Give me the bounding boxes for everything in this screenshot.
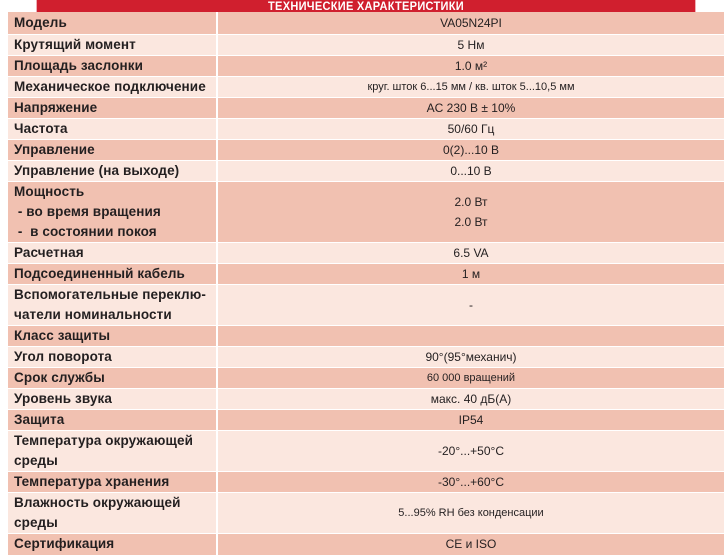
param-label: Мощность - во время вращения - в состоянии покоя [8,181,217,242]
param-value: IP54 [217,409,724,430]
table-row [8,346,724,367]
param-value: 90°(95°механич) [217,346,724,367]
param-value: AC 230 В ± 10% [217,97,724,118]
param-label: Управление (на выходе) [8,160,217,181]
table-row [8,97,724,118]
param-label: Угол поворота [8,346,217,367]
param-label: Класс защиты [8,325,217,346]
param-value: круг. шток 6...15 мм / кв. шток 5...10,5 мм [217,76,724,97]
table-row [8,55,724,76]
param-label: Расчетная [8,242,217,263]
table-row [8,160,724,181]
param-label: Сертификация [8,533,217,555]
param-label: Частота [8,118,217,139]
param-value: CE и ISO [217,533,724,555]
param-label: Напряжение [8,97,217,118]
param-label: Крутящий момент [8,34,217,55]
table-row [8,533,724,555]
table-row [8,388,724,409]
table-row [8,181,724,242]
param-value: 6.5 VA [217,242,724,263]
param-value: -20°...+50°С [217,430,724,471]
param-value: 50/60 Гц [217,118,724,139]
param-label: Защита [8,409,217,430]
param-label: Влажность окружающей среды [8,492,217,533]
table-row [8,471,724,492]
param-label: Температура хранения [8,471,217,492]
table-row [8,242,724,263]
table-row [8,12,724,34]
param-value: 5...95% RH без конденсации [217,492,724,533]
table-row [8,76,724,97]
table-title: ТЕХНИЧЕСКИЕ ХАРАКТЕРИСТИКИ [37,0,696,12]
param-value: 0(2)...10 В [217,139,724,160]
param-value [217,325,724,346]
param-value: 0...10 В [217,160,724,181]
param-value: -30°...+60°С [217,471,724,492]
table-row [8,284,724,325]
param-label: Механическое подключение [8,76,217,97]
param-value: 5 Нм [217,34,724,55]
param-label: Модель [8,12,217,34]
spec-table-body [8,12,724,555]
param-label: Срок службы [8,367,217,388]
table-row [8,34,724,55]
param-label: Управление [8,139,217,160]
param-value: 2.0 Вт 2.0 Вт [217,181,724,242]
param-value: 1 м [217,263,724,284]
param-value: 60 000 вращений [217,367,724,388]
table-row [8,430,724,471]
param-label: Уровень звука [8,388,217,409]
param-label: Вспомогательные переклю- чатели номинальности [8,284,217,325]
table-row [8,325,724,346]
table-row [8,367,724,388]
spec-sheet [8,0,724,551]
table-row [8,118,724,139]
table-row [8,492,724,533]
table-row [8,409,724,430]
param-value: макс. 40 дБ(А) [217,388,724,409]
param-value: VA05N24PI [217,12,724,34]
param-label: Подсоединенный кабель [8,263,217,284]
table-row [8,139,724,160]
param-value: 1.0 м² [217,55,724,76]
param-label: Температура окружающей среды [8,430,217,471]
param-value: - [217,284,724,325]
spec-table [8,12,724,556]
param-label: Площадь заслонки [8,55,217,76]
table-row [8,263,724,284]
